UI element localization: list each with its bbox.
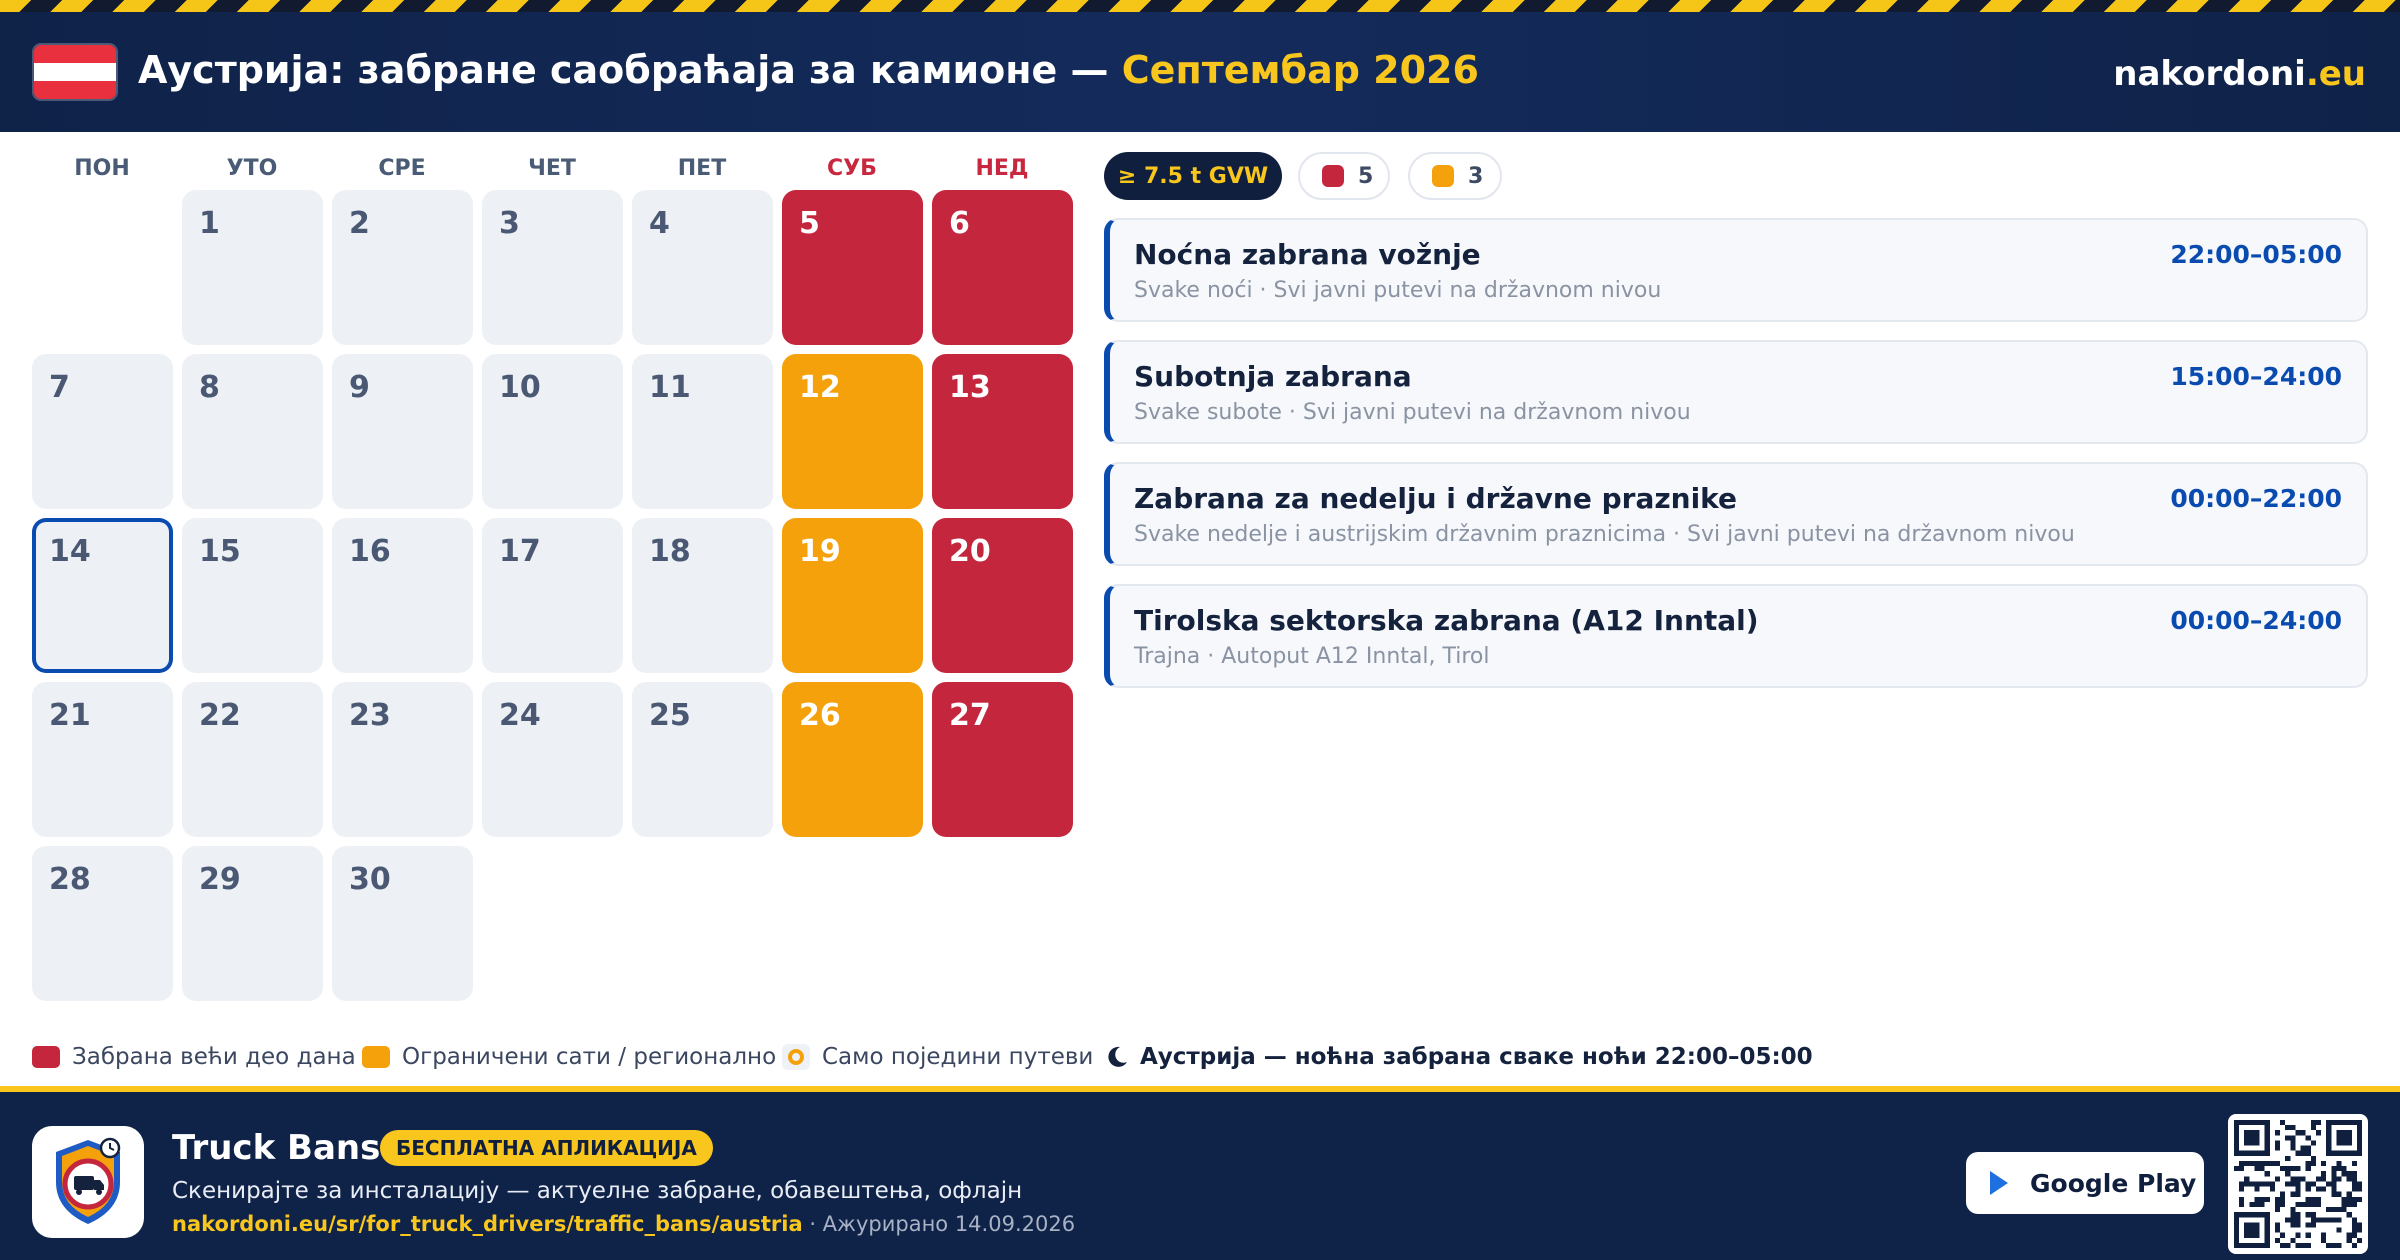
rule-subtitle: Svake nedelje i austrijskim državnim praznicima · Svi javni putevi na državnom nivou [1134,522,2075,547]
day-number: 19 [799,534,841,569]
weekday-header: ПОН [74,156,130,181]
day-number: 15 [199,534,241,569]
day-number: 1 [199,206,220,241]
rule-title: Subotnja zabrana [1134,360,1412,393]
app-name: Truck Bans [172,1128,381,1168]
calendar-day[interactable] [182,354,323,509]
legend-ban [32,1044,356,1070]
day-number: 20 [949,534,991,569]
calendar-day[interactable] [332,682,473,837]
day-number: 18 [649,534,691,569]
app-subtitle: Скенирајте за инсталацију — актуелне забране, обавештења, офлајн [172,1178,1023,1204]
rule-card[interactable] [1104,218,2368,322]
calendar-day[interactable] [782,682,923,837]
app-link[interactable]: nakordoni.eu/sr/for_truck_drivers/traffic_bans/austria [172,1212,803,1236]
page-title [138,48,1479,92]
brand-main: nakordoni [2113,54,2306,94]
limited-swatch [362,1046,390,1068]
footer-app-promo [0,1086,2400,1260]
hazard-stripe [0,0,2400,12]
qr-code[interactable] [2228,1114,2368,1254]
weekday-header: УТО [226,156,278,181]
ring-icon [782,1044,810,1070]
rule-time: 00:00–24:00 [2170,606,2342,635]
calendar-day[interactable] [632,354,773,509]
calendar-day[interactable] [932,682,1073,837]
weekday-header: СРЕ [378,156,426,181]
app-link-row [172,1212,1075,1236]
calendar-day[interactable] [482,518,623,673]
calendar-day[interactable] [932,354,1073,509]
rule-card[interactable] [1104,340,2368,444]
day-number: 28 [49,862,91,897]
calendar-day[interactable] [332,354,473,509]
day-number: 4 [649,206,670,241]
calendar-day[interactable] [632,518,773,673]
calendar-day[interactable] [182,682,323,837]
day-number: 6 [949,206,970,241]
calendar-day[interactable] [332,190,473,345]
limited-swatch [1432,165,1454,187]
rule-time: 22:00–05:00 [2170,240,2342,269]
weekday-header: ПЕТ [677,156,727,181]
ban-count-chip [1298,152,1390,200]
page-title-month: Септембар 2026 [1121,48,1479,92]
calendar-day[interactable] [782,190,923,345]
day-number: 23 [349,698,391,733]
rule-subtitle: Trajna · Autoput A12 Inntal, Tirol [1134,644,1490,669]
calendar-day[interactable] [182,190,323,345]
day-number: 13 [949,370,991,405]
day-number: 9 [349,370,370,405]
legend-night [1104,1044,1813,1070]
ban-swatch [32,1046,60,1068]
day-number: 21 [49,698,91,733]
updated-date: · Ажурирано 14.09.2026 [802,1212,1076,1236]
legend-ban-label: Забрана већи део дана [72,1044,356,1070]
weekday-header: ЧЕТ [528,156,576,181]
weekday-header: НЕД [975,156,1029,181]
ban-count: 5 [1358,163,1374,189]
day-number: 14 [49,534,91,569]
calendar-day[interactable] [632,682,773,837]
rule-time: 15:00–24:00 [2170,362,2342,391]
rule-time: 00:00–22:00 [2170,484,2342,513]
rule-subtitle: Svake subote · Svi javni putevi na državnom nivou [1134,400,1691,425]
legend-limited [362,1044,776,1070]
weekday-header: СУБ [827,156,877,181]
calendar-day[interactable] [182,846,323,1001]
google-play-label: Google Play [2030,1168,2197,1198]
day-number: 10 [499,370,541,405]
austria-flag-icon [34,45,116,99]
legend-night-label: Аустрија — ноћна забрана сваке ноћи 22:00–05:00 [1140,1044,1813,1070]
day-number: 24 [499,698,541,733]
day-number: 16 [349,534,391,569]
calendar-day[interactable] [482,354,623,509]
page-title-text: Аустрија: забране саобраћаја за камионе — [138,48,1122,92]
limited-count-chip [1408,152,1502,200]
free-app-badge: БЕСПЛАТНА АПЛИКАЦИЈА [380,1130,713,1166]
calendar-day[interactable] [632,190,773,345]
calendar-day[interactable] [932,518,1073,673]
moon-icon [1104,1044,1130,1070]
calendar-day[interactable] [482,190,623,345]
calendar-day[interactable] [782,354,923,509]
day-number: 2 [349,206,370,241]
legend-roads-label: Само поједини путеви [822,1044,1094,1070]
rule-subtitle: Svake noći · Svi javni putevi na državnom nivou [1134,278,1662,303]
day-number: 12 [799,370,841,405]
calendar-day[interactable] [182,518,323,673]
legend-limited-label: Ограничени сати / регионално [402,1044,777,1070]
calendar-day[interactable] [332,518,473,673]
header-bar [0,12,2400,132]
ban-swatch [1322,165,1344,187]
rule-card[interactable] [1104,584,2368,688]
day-number: 25 [649,698,691,733]
day-number: 22 [199,698,241,733]
rule-title: Noćna zabrana vožnje [1134,238,1481,271]
calendar-day[interactable] [32,846,173,1001]
brand-tld: .eu [2305,54,2366,94]
rule-title: Tirolska sektorska zabrana (A12 Inntal) [1134,604,1759,637]
day-number: 8 [199,370,220,405]
day-number: 5 [799,206,820,241]
weight-filter-chip[interactable]: ≥ 7.5 t GVW [1104,152,1282,200]
day-number: 3 [499,206,520,241]
calendar-day[interactable] [32,682,173,837]
day-number: 7 [49,370,70,405]
day-number: 26 [799,698,841,733]
calendar-day[interactable] [32,354,173,509]
day-number: 17 [499,534,541,569]
day-number: 11 [649,370,691,405]
day-number: 27 [949,698,991,733]
calendar-day[interactable] [782,518,923,673]
play-icon [1990,1171,2008,1195]
legend-roads [782,1044,1093,1070]
brand-logo[interactable] [2113,54,2366,94]
day-number: 30 [349,862,391,897]
calendar-day[interactable] [482,682,623,837]
limited-count: 3 [1468,163,1484,189]
rule-title: Zabrana za nedelju i državne praznike [1134,482,1738,515]
truck-bans-app-icon[interactable] [32,1126,144,1238]
rule-card[interactable] [1104,462,2368,566]
calendar-day[interactable] [332,846,473,1001]
calendar-day[interactable] [932,190,1073,345]
day-number: 29 [199,862,241,897]
calendar-day-today[interactable] [32,518,173,673]
google-play-button[interactable] [1966,1152,2204,1214]
